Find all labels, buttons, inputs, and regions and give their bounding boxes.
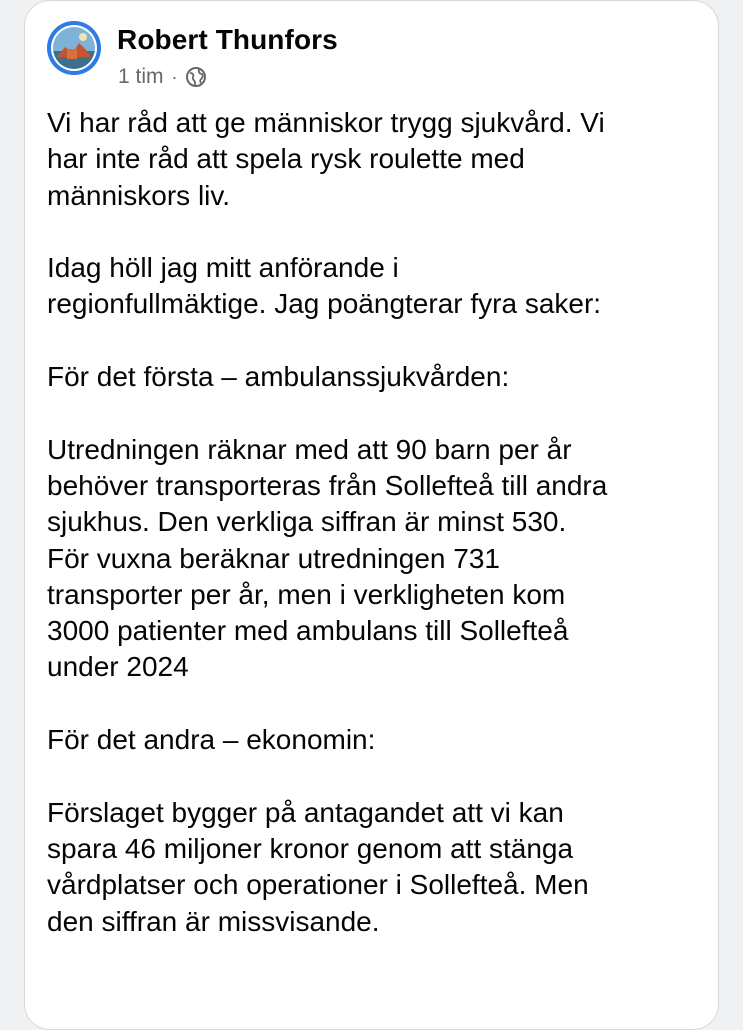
post-paragraph: Vi har råd att ge människor trygg sjukvård. Vi har inte råd att spela rysk roulette med människors liv. [47,107,605,211]
avatar-image [51,25,97,71]
post-timestamp[interactable]: 1 tim [118,65,164,88]
post-paragraph: För det första – ambulanssjukvården: [47,361,510,393]
post-paragraph: Utredningen räknar med att 90 barn per år behöver transporteras från Sollefteå till andra sjukhus. Den verkliga siffran är minst 530. För vuxna beräknar utredningen 731 transporter per år, men i verkligheten kom 3000 patienter med ambulans till Sollefteå under 2024 [47,433,608,683]
avatar[interactable] [47,21,101,75]
post-paragraph: För det andra – ekonomin: [47,724,376,756]
avatar-photo-icon [53,27,95,69]
author-name[interactable]: Robert Thunfors [117,24,338,55]
post-paragraph: Idag höll jag mitt anförande i regionfullmäktige. Jag poängterar fyra saker: [47,252,602,320]
post-paragraph: Förslaget bygger på antagandet att vi kan spara 46 miljoner kronor genom att stänga vårdplatser och operationer i Sollefteå. Men den siffran är missvisande. [47,796,589,937]
globe-icon[interactable] [185,66,207,88]
post-meta [118,65,207,89]
meta-separator: · [171,66,178,87]
post-text [47,105,707,976]
post-header [47,19,687,89]
post-card [24,0,719,1030]
